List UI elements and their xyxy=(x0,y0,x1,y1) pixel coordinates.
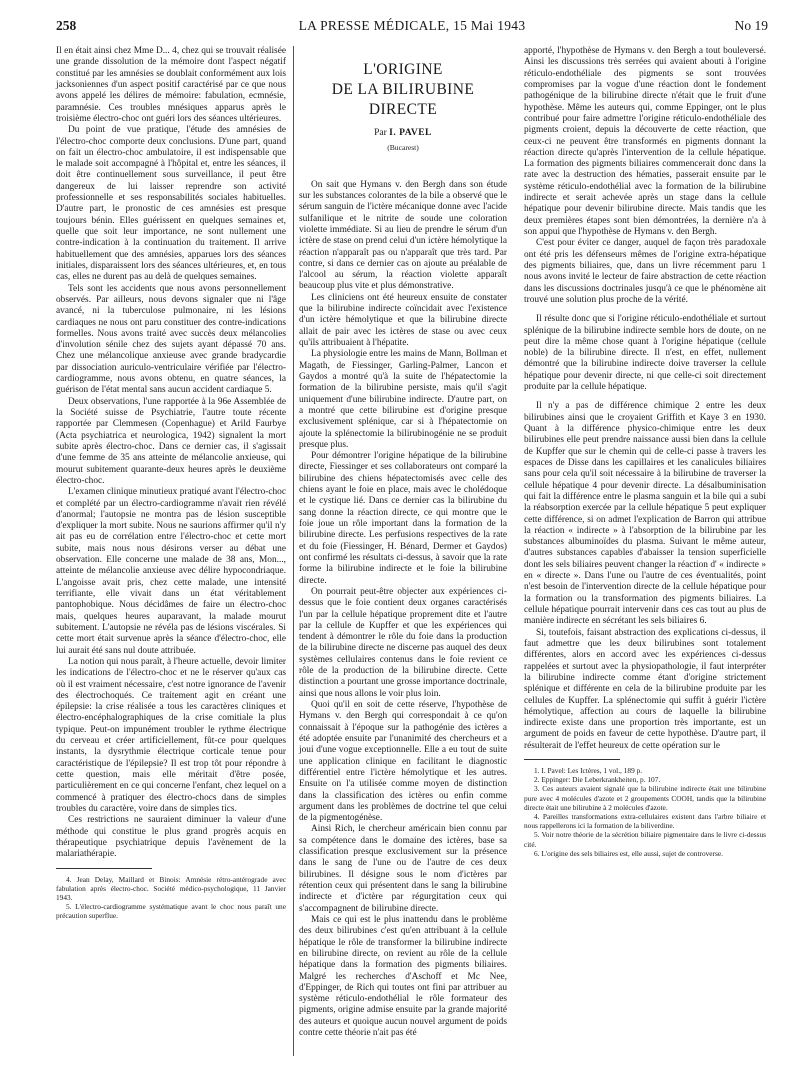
journal-title: LA PRESSE MÉDICALE, 15 Mai 1943 xyxy=(298,18,526,33)
column-right xyxy=(524,46,766,858)
footnote: 6. L'origine des sels biliaires est, elle aussi, sujet de controverse. xyxy=(534,848,723,858)
footnote: 3. Ces auteurs avaient signalé que la bilirubine indirecte était une bilirubine pure avec 4 molécules d'azote et 2 groupements COOH, tandis que la bilirubine directe était une bilirubine à 2 molécules d'azote. xyxy=(524,784,766,812)
paragraph: On sait que Hymans v. den Bergh dans son étude sur les substances colorantes de la bile a observé que le sérum sanguin de l'ictère mécanique donne avec l'acide sulfanilique et le nitrite de soude une coloration violette immédiate. Si au lieu de prendre le sérum d'un ictère de stase on prend celui d'un ictère hémolytique la réaction n'apparaît pas ou n'apparaît que très tard. Par contre, si dans ce dernier cas on ajoute au préalable de l'alcool au sérum, la réaction violette apparaît beaucoup plus vite et plus démonstrative. xyxy=(299,179,507,292)
paragraph: Mais ce qui est le plus inattendu dans le problème des deux bilirubines c'est qu'en attribuant à la cellule hépatique le rôle de transformer la bilirubine indirecte en bilirubine directe, on revient au rôle de la cellule hépatique dans la formation des pigments biliaires. Malgré les recherches d'Aschoff et Mc Nee, d'Eppinger, de Rich qui toutes ont fini par attribuer au système réticulo-endothélial le rôle formateur des pigments, origine admise ensuite par la grande majorité des auteurs et quoique aucun nouvel argument de poids contre cette théorie n'ait pas été xyxy=(299,914,507,1039)
footnotes xyxy=(56,875,286,921)
byline-prefix: Par xyxy=(374,128,387,138)
paragraph: Quoi qu'il en soit de cette réserve, l'hypothèse de Hymans v. den Bergh qui correspondait à ce qu'on connaissait à l'époque sur la pathogénie des ictères a été adoptée ensuite par l'unanimité des chercheurs et a joui d'une vogue exceptionnelle. Elle a eu tout de suite une application clinique en facilitant le diagnostic différentiel entre l'ictère hémolytique et les autres. Ensuite on l'a utilisée comme moyen de distinction dans la classification des ictères ou enfin comme argument dans les problèmes de doctrine tel que celui de la pigmentogénèse. xyxy=(299,700,507,824)
article-title-line: L'ORIGINE xyxy=(363,61,443,78)
paragraph: Ainsi Rich, le chercheur américain bien connu par sa compétence dans le domaine des ictères, base sa classification presque exclusivement sur la présence dans le sang de l'une ou de l'autre de ces deux bilirubines. Il désigne sous le nom d'ictères par rétention ceux qui présentent dans le sang la bilirubine indirecte et d'ictère par régurgitation ceux qui s'accompagnent de bilirubine directe. xyxy=(299,824,507,914)
footnote: 4. Pareilles transformations extra-cellulaires existent dans l'arbre biliaire et nous rappellerons ici la formation de la biliverdine. xyxy=(524,812,766,831)
column-left xyxy=(56,46,286,921)
footnotes xyxy=(524,766,766,858)
footnote: 5. L'électro-cardiogramme systématique avant le choc nous paraît une précaution superflue. xyxy=(56,902,286,921)
article-title-line: DE LA BILIRUBINE DIRECTE xyxy=(331,81,475,118)
paragraph: Deux observations, l'une rapportée à la 96e Assemblée de la Société suisse de Psychiatrie, l'autre toute récente rapportée par Clemmesen (Copenhague) et Arild Faurbye (Acta psychiatrica et neurologica, 1942) signalent la mort subite après électro-choc. Dans ce dernier cas, il s'agissait d'une femme de 35 ans atteinte de mélancolie anxieuse, qui mourut subitement quarante-deux heures après le deuxième électro-choc. xyxy=(56,396,286,486)
author-name: I. PAVEL xyxy=(389,128,432,138)
paragraph: C'est pour éviter ce danger, auquel de façon très paradoxale ont été pris les défenseurs mêmes de l'origine extra-hépatique des pigments biliaires, que, dans un livre récemment paru 1 nous avons invité le lecteur de faire abstraction de cette réaction dans les discussions doctrinales jusqu'à ce que le phénomène ait trouvé une solution plus proche de la vérité. xyxy=(524,238,766,305)
author-affiliation: (Bucarest) xyxy=(387,143,419,153)
paragraph: Ces restrictions ne sauraient diminuer la valeur d'une méthode qui constitue le plus grand progrès acquis en thérapeutique psychiatrique depuis l'avènement de la malariathérapie. xyxy=(56,815,286,860)
footnote-rule xyxy=(524,759,620,760)
column-divider xyxy=(293,46,294,1056)
page-number: 258 xyxy=(56,18,77,33)
footnote: 2. Eppinger: Die Leberkrankheiten, p. 107. xyxy=(534,775,661,785)
paragraph: Si, toutefois, faisant abstraction des explications ci-dessus, il faut admettre que les deux bilirubines sont totalement différentes, alors en accord avec les expériences ci-dessus rappelées et surtout avec la physiopathologie, il faut interpréter la bilirubine indirecte comme étant d'origine strictement splénique et différente en cela de la bilirubine produite par les cellules de Kupffer. La splénectomie qui suffit à guérir l'ictère hémolytique, affection au cours de laquelle la bilirubine indirecte existe dans une proportion très importante, est un argument de poids en faveur de cette hypothèse. D'autre part, il résulterait de l'effet heureux de cette opération sur le xyxy=(524,627,766,751)
footnote: 5. Voir notre théorie de la sécrétion biliaire pigmentaire dans le livre ci-dessus cité. xyxy=(524,830,766,849)
paragraph: Pour démontrer l'origine hépatique de la bilirubine directe, Fiessinger et ses collaborateurs ont comparé la bilirubine des chiens hépatectomisés avec celle des chiens ayant le foie en place, mais avec le cholédoque et le cystique lié. Dans ce dernier cas la bilirubine du sang donne la réaction directe, ce qui montre que le foie joue un rôle important dans la formation de la bilirubine directe. Les perfusions respectives de la rate et du foie (Fiessinger, H. Bénard, Dermer et Gaydos) ont confirmé les résultats ci-dessus, à savoir que la rate forme la bilirubine indirecte et le foie la bilirubine directe. xyxy=(299,451,507,586)
footnote: 4. Jean Delay, Maillard et Binois: Amnésie rétro-antérograde avec fabulation après électro-choc. Société médico-psychologique, 11 Janvier 1943. xyxy=(56,874,286,902)
paragraph: On pourrait peut-être objecter aux expériences ci-dessus que le foie contient deux organes caractérisés l'un par la cellule hépatique proprement dite et l'autre par la cellule de Kupffer et que les expériences qui tendent à démontrer le rôle du foie dans la production de la bilirubine directe ne discerne pas auquel des deux systèmes cellulaires contenus dans le foie revient ce rôle de la production de la bilirubine directe. Cette distinction a pourtant une grosse importance doctrinale, ainsi que nous allons le voir plus loin. xyxy=(299,586,507,699)
column-middle xyxy=(299,46,507,1039)
article-title xyxy=(299,60,507,120)
byline xyxy=(299,128,507,139)
paragraph: Il n'y a pas de différence chimique 2 entre les deux bilirubines ainsi que le croyaient Griffith et Kaye 3 en 1930. Quant à la différence physico-chimique entre les deux bilirubines elle peut prendre naissance aussi bien dans la cellule de Kupffer que sur le chemin qui de celle-ci passe à travers les espaces de Disse dans les capillaires et les canalicules biliaires sans pour cela qu'il soit nécessaire à la bilirubine de traverser la cellule hépatique 4 pour devenir directe. La désalbuminisation qui fait la différence entre le plasma sanguin et la bile qui a subi la réabsorption exercée par la cellule hépatique 5 peut expliquer cette différence, si on admet l'explication de Barron qui attribue la réaction « indirecte » à l'absorption de la bilirubine par les substances albuminoïdes du plasma. Suivant le même auteur, d'autres substances capables d'abaisser la tension superficielle dont les sels biliaires peuvent changer la réaction d' « indirecte » en « directe ». Dans l'une ou l'autre de ces éventualités, point n'est besoin de l'intervention directe de la cellule hépatique pour la formation ou la transformation des pigments biliaires. La cellule hépatique pourrait intervenir dans ces cas tout au plus de manière indirecte en sécrétant les sels biliaires 6. xyxy=(524,401,766,627)
paragraph: L'examen clinique minutieux pratiqué avant l'électro-choc et complété par un électro-cardiogramme n'avait rien révélé d'anormal; l'autopsie ne montra pas de lésion susceptible d'expliquer la mort subite. Nous ne saurions affirmer qu'il n'y ait pas eu de corrélation entre l'électro-choc et cette mort subite, mais nous nous désirons verser au débat une observation. Elle concerne une malade de 38 ans, Mon..., atteinte de mélancolie anxieuse avec délire hypocondriaque. L'angoisse avait pris, chez cette malade, une intensité terrifiante, elle vivait dans un état véritablement pantophobique. Nous décidâmes de faire un électro-choc mais, quelques heures auparavant, la malade mourut subitement. L'autopsie ne révéla pas de lésions viscérales. Si cette mort était survenue après la séance d'électro-choc, elle lui aurait été sans nul doute attribuée. xyxy=(56,487,286,656)
paragraph: Il résulte donc que si l'origine réticulo-endothéliale et surtout splénique de la bilirubine indirecte semble hors de doute, on ne peut dire la même chose quant à l'origine hépatique (cellule noble) de la bilirubine directe. Il n'est, en effet, nullement démontré que la bilirubine indirecte doive traverser la cellule hépatique pour devenir directe, ni que celle-ci soit directement produite par la cellule hépatique. xyxy=(524,314,766,393)
paragraph: Il en était ainsi chez Mme D... 4, chez qui se trouvait réalisée une grande dissolution de la mémoire dont l'aspect négatif constitué par les amnésies se doublait conformément aux lois jacksoniennes d'un aspect positif caractérisé par ce que nous avons appelé les délires de mémoire: fabulation, ecmnésie, paramnésie. Ces troubles mnésiques apparus après le troisième électro-choc ont guéri lors des séances ultérieures. xyxy=(56,46,286,124)
paragraph: Du point de vue pratique, l'étude des amnésies de l'électro-choc comporte deux conclusions. D'une part, quand on fait un électro-choc ambulatoire, il est indispensable que le malade soit accompagné à l'hôpital et, entre les séances, il doit être continuellement sous surveillance, il peut être dangereux de lui laisser reprendre son activité professionnelle et ses responsabilités sociales habituelles. D'autre part, le pronostic de ces amnésies est presque toujours bénin. Elles guérissent en quelques semaines et, quelle que soit leur importance, ne sont nullement une contre-indication à la continuation du traitement. Il arrive habituellement que des amnésies, apparues lors des séances initiales, disparaissent lors des séances ultérieures, et, en tous cas, elles ne durent pas au delà de quelques semaines. xyxy=(56,125,286,283)
footnote: 1. I. Pavel: Les Ictères, 1 vol., 189 p. xyxy=(534,766,643,776)
paragraph: Tels sont les accidents que nous avons personnellement observés. Par ailleurs, nous devons signaler que ni l'âge avancé, ni la tuberculose pulmonaire, ni les lésions cardiaques ne nous ont paru constituer des contre-indications formelles. Nous avons traité avec succès deux mélancolies d'involution sénile chez des sujets ayant dépassé 70 ans. Chez une mélancolique anxieuse avec grande bradycardie par dissociation auriculo-ventriculaire vérifiée par l'électro-cardiogramme, nous avons obtenu, en quatre séances, la guérison de l'état mental sans aucun accident cardiaque 5. xyxy=(56,283,286,396)
footnote-rule xyxy=(56,868,152,869)
page-header xyxy=(56,18,768,36)
paragraph: La notion qui nous paraît, à l'heure actuelle, devoir limiter les indications de l'électro-choc et ne le réserver qu'aux cas où il est vraiment nécessaire, c'est notre ignorance de l'avenir des électrochoqués. Ce traitement agit en créant une épilepsie: la crise réalisée a tous les caractères cliniques et électro-encéphalographiques de la crise comitiale la plus typique. Peut-on impunément troubler le rythme électrique du cerveau et créer artificiellement, fût-ce pour quelques instants, la dysrythmie électrique corticale tenue pour caractéristique de l'épilepsie? Il est trop tôt pour répondre à cette question, mais elle méritait d'être posée, particulièrement en ce qui concerne l'enfant, chez lequel on a commencé à pratiquer des électro-chocs dans de simples troubles du caractère, voire dans de simples tics. xyxy=(56,656,286,814)
paragraph: Les cliniciens ont été heureux ensuite de constater que la bilirubine indirecte coïncidait avec l'existence d'un ictère hémolytique et que la bilirubine directe allait de pair avec les ictères de stase ou avec ceux qu'ils attribuaient à l'hépatite. xyxy=(299,292,507,348)
issue-number: No 19 xyxy=(734,18,768,33)
paragraph: apporté, l'hypothèse de Hymans v. den Bergh a tout bouleversé. Ainsi les discussions très serrées qui avaient abouti à l'origine réticulo-endothéliale des pigments se sont trouvées compromises par la vogue d'une réaction dont le fondement pathogénique de la bilirubine directe n'était que le fruit d'une hypothèse. Même les auteurs qui, comme Eppinger, ont le plus contribué pour faire admettre l'origine réticulo-endothéliale des pigments croient, depuis la découverte de cette réaction, que ceux-ci ne peuvent être transformés en pigments donnant la réaction directe qu'après l'intervention de la cellule hépatique. La formation des pigments biliaires commencerait donc dans la rate avec la destruction des hématies, passerait ensuite par le système réticulo-endothélial avec la formation de la bilirubine indirecte et serait achevée après un stage dans la cellule hépatique pour devenir bilirubine directe. Mais tandis que les deux premières étapes sont bien démontrées, la dernière n'a à son appui que l'hypothèse de Hymans v. den Bergh. xyxy=(524,46,766,237)
paragraph: La physiologie entre les mains de Mann, Bollman et Magath, de Fiessinger, Garling-Palmer, Lancon et Gaydos a montré qu'à la suite de l'hépatectomie la formation de la bilirubine persiste, mais qu'il s'agit uniquement d'une bilirubine indirecte. D'autre part, on a montré que cette bilirubine est d'origine presque exclusivement splénique, car si à l'hépatectomie on ajoute la splénectomie la bilirubinogénie ne se produit presque plus. xyxy=(299,349,507,450)
